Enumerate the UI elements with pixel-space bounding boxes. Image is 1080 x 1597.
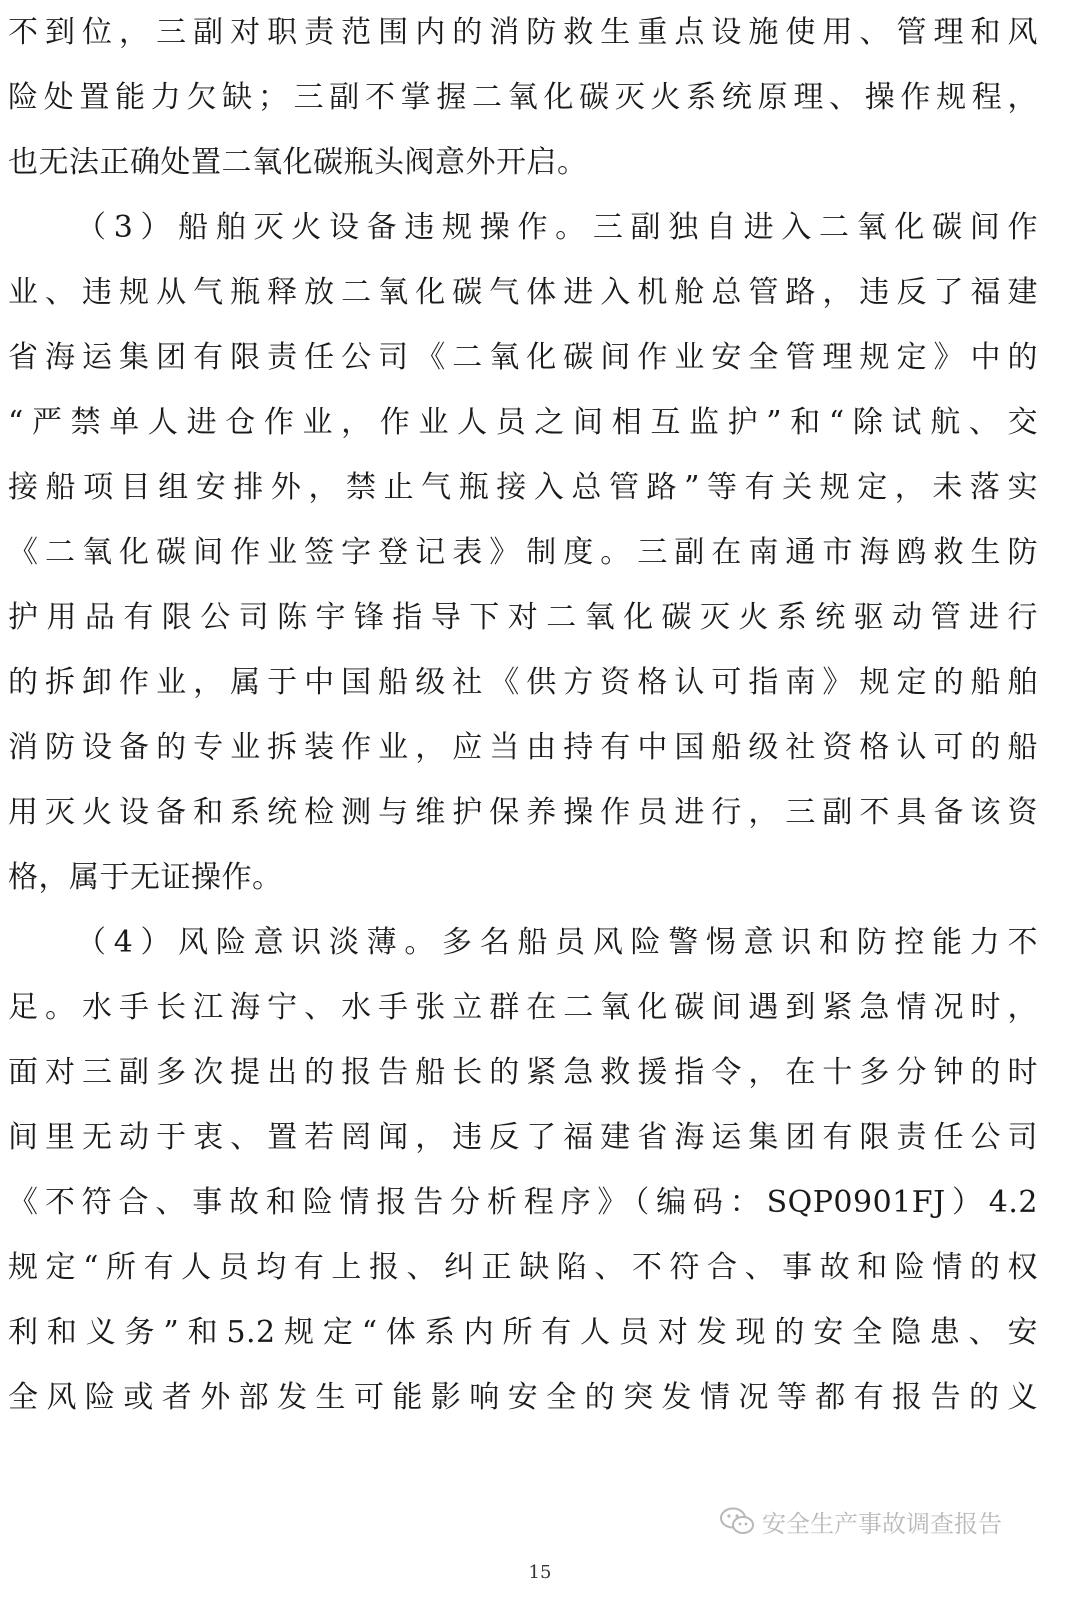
text-line: （4）风险意识淡薄。多名船员风险警惕意识和防控能力不: [76, 925, 1038, 960]
watermark: [718, 1503, 1002, 1539]
watermark-text: 安全生产事故调查报告: [762, 1509, 1002, 1538]
text-line: 接船项目组安排外，禁止气瓶接入总管路”等有关规定，未落实: [8, 470, 1038, 505]
text-line: 也无法正确处置二氧化碳瓶头阀意外开启。: [8, 145, 588, 180]
text-line: 业、违规从气瓶释放二氧化碳气体进入机舱总管路，违反了福建: [8, 275, 1038, 310]
page-number: 15: [528, 1562, 552, 1583]
wechat-icon: [718, 1506, 756, 1536]
text-line: 《不符合、事故和险情报告分析程序》（编码：SQP0901FJ）4.2: [8, 1185, 1038, 1220]
text-line: 护用品有限公司陈宇锋指导下对二氧化碳灭火系统驱动管进行: [8, 600, 1038, 635]
text-line: 用灭火设备和系统检测与维护保养操作员进行，三副不具备该资: [8, 795, 1038, 830]
text-line: 《二氧化碳间作业签字登记表》制度。三副在南通市海鸥救生防: [8, 535, 1038, 570]
text-line: 不到位，三副对职责范围内的消防救生重点设施使用、管理和风: [8, 15, 1038, 50]
text-line: 间里无动于衷、置若罔闻，违反了福建省海运集团有限责任公司: [8, 1120, 1038, 1155]
body-text: [8, 0, 1038, 1430]
text-line: “严禁单人进仓作业，作业人员之间相互监护”和“除试航、交: [8, 405, 1038, 440]
text-line: 的拆卸作业，属于中国船级社《供方资格认可指南》规定的船舶: [8, 665, 1038, 700]
text-line: （3）船舶灭火设备违规操作。三副独自进入二氧化碳间作: [76, 210, 1038, 245]
text-line: 足。水手长江海宁、水手张立群在二氧化碳间遇到紧急情况时，: [8, 990, 1038, 1025]
text-line: 省海运集团有限责任公司《二氧化碳间作业安全管理规定》中的: [8, 340, 1038, 375]
text-line: 规定“所有人员均有上报、纠正缺陷、不符合、事故和险情的权: [8, 1250, 1038, 1285]
text-line: 消防设备的专业拆装作业，应当由持有中国船级社资格认可的船: [8, 730, 1038, 765]
text-line: 格，属于无证操作。: [8, 860, 283, 895]
text-line: 险处置能力欠缺；三副不掌握二氧化碳灭火系统原理、操作规程，: [8, 80, 1038, 115]
text-line: 利和义务”和5.2规定“体系内所有人员对发现的安全隐患、安: [8, 1315, 1038, 1350]
text-line: 面对三副多次提出的报告船长的紧急救援指令，在十多分钟的时: [8, 1055, 1038, 1090]
text-line: 全风险或者外部发生可能影响安全的突发情况等都有报告的义: [8, 1380, 1038, 1415]
